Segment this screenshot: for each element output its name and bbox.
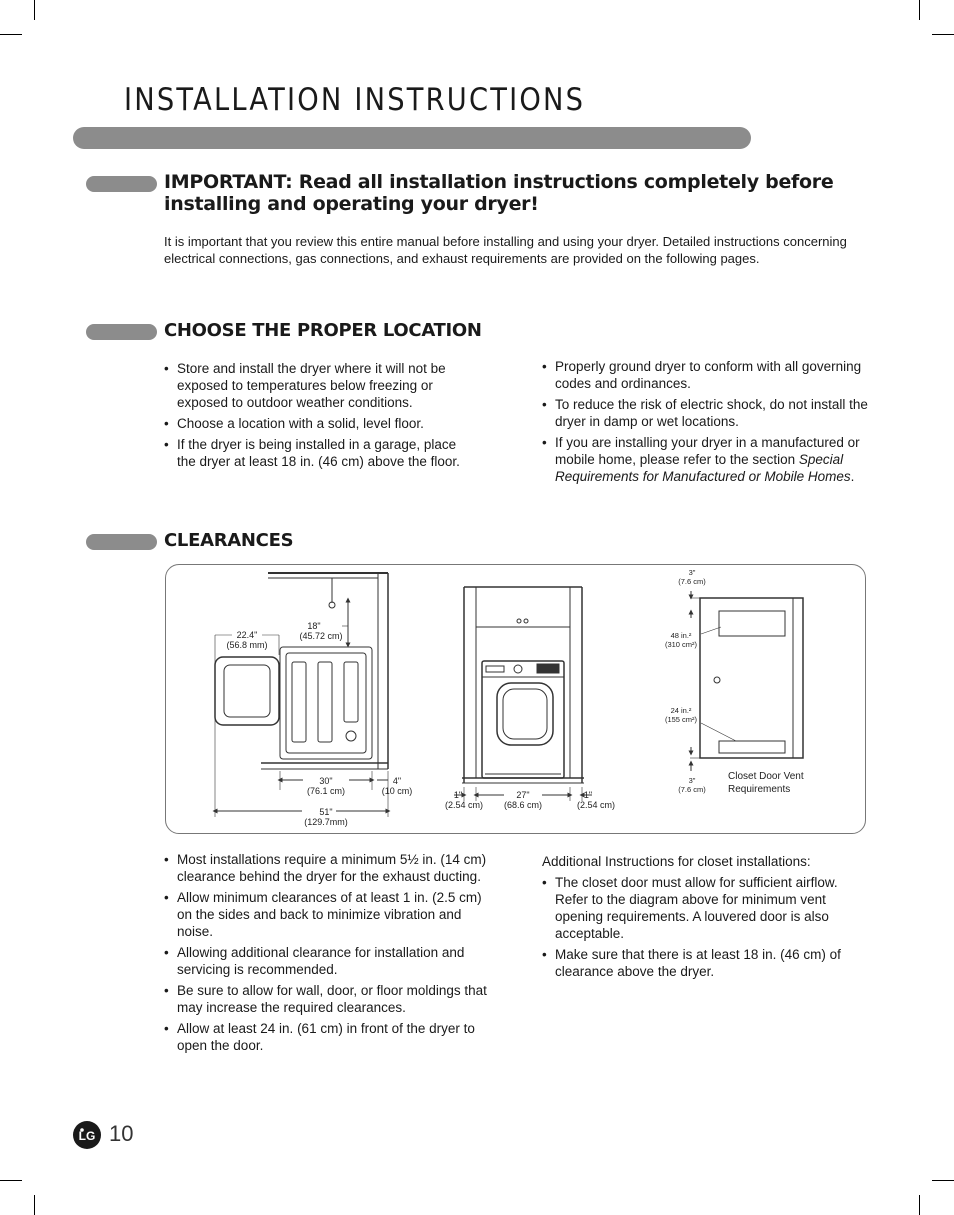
dim-51-label: 51" — [319, 807, 333, 817]
crop-mark — [919, 0, 920, 20]
dim-1-left-label: 1" — [453, 790, 463, 800]
clearances-left-list — [164, 851, 494, 1058]
list-item: • Allow minimum clearances of at least 1 in. (2.5 cm) on the sides and back to minimize vibration and noise. — [164, 889, 494, 940]
front-view — [454, 587, 592, 801]
list-item: • Allowing additional clearance for installation and servicing is recommended. — [164, 944, 494, 978]
dim-1-right-cm: (2.54 cm) — [576, 800, 616, 810]
vent-24-cm: (155 cm²) — [664, 715, 698, 724]
crop-mark — [0, 1180, 22, 1181]
caption-line2: Requirements — [728, 784, 791, 795]
section-reference: Special Requirements for Manufactured or Mobile Homes — [555, 452, 851, 484]
crop-mark — [932, 34, 954, 35]
clearances-heading: CLEARANCES — [164, 530, 294, 551]
list-item: • Be sure to allow for wall, door, or floor moldings that may increase the required clearances. — [164, 982, 494, 1016]
list-item: • Choose a location with a solid, level floor. — [164, 415, 474, 432]
location-right-list — [542, 358, 872, 489]
dim-18-cm: (45.72 cm) — [299, 631, 343, 641]
list-item: • To reduce the risk of electric shock, do not install the dryer in damp or wet locations. — [542, 396, 872, 430]
crop-mark — [0, 34, 22, 35]
list-item: • Properly ground dryer to conform with all governing codes and ordinances. — [542, 358, 872, 392]
list-item-text: If you are installing your dryer in a manufactured or mobile home, please refer to the section — [555, 435, 860, 467]
list-item — [542, 434, 872, 485]
list-item: • Make sure that there is at least 18 in. (46 cm) of clearance above the dryer. — [542, 946, 872, 980]
dim-4-cm: (10 cm) — [381, 786, 413, 796]
dim-3-top-cm: (7.6 cm) — [678, 577, 706, 586]
vent-48-cm: (310 cm²) — [664, 640, 698, 649]
list-item-end: . — [850, 469, 855, 484]
closet-door-caption — [728, 771, 804, 795]
lg-logo — [72, 1120, 102, 1155]
clearances-diagram — [165, 564, 866, 834]
dim-27-label: 27" — [516, 790, 530, 800]
caption-line1: Closet Door Vent — [728, 771, 804, 782]
important-heading-line1: IMPORTANT: Read all installation instructions completely before — [164, 171, 834, 193]
important-body: It is important that you review this entire manual before installing and using your dryer. Detailed instructions concerning electrical connections, gas connections, and exhaust requirements are provided on the following pages. — [164, 234, 847, 266]
list-item: • Most installations require a minimum 5½ in. (14 cm) clearance behind the dryer for the exhaust ducting. — [164, 851, 494, 885]
list-item: • The closet door must allow for sufficient airflow. Refer to the diagram above for minimum vent opening requirements. A louvered door is also acceptable. — [542, 874, 872, 942]
dim-27-cm: (68.6 cm) — [503, 800, 543, 810]
dim-3-bottom-cm: (7.6 cm) — [678, 785, 706, 794]
crop-mark — [932, 1180, 954, 1181]
dim-51-mm: (129.7mm) — [304, 817, 348, 827]
lg-logo-icon — [72, 1120, 102, 1150]
dim-4-label: 4" — [392, 776, 402, 786]
lg-logo-text: LG — [78, 1129, 96, 1143]
title-bar — [73, 127, 751, 149]
side-view-labels — [226, 621, 412, 827]
important-heading — [164, 171, 833, 215]
closet-door-view — [690, 591, 803, 771]
closet-intro: Additional Instructions for closet installations: — [542, 854, 811, 869]
clearances-right-list — [542, 874, 872, 984]
crop-mark — [34, 0, 35, 20]
list-item: • If the dryer is being installed in a garage, place the dryer at least 18 in. (46 cm) above the floor. — [164, 436, 474, 470]
list-item: • Store and install the dryer where it will not be exposed to temperatures below freezing or exposed to outdoor weather conditions. — [164, 360, 474, 411]
front-view-labels — [445, 790, 615, 810]
dim-30-label: 30" — [319, 776, 333, 786]
list-item: • Allow at least 24 in. (61 cm) in front of the dryer to open the door. — [164, 1020, 494, 1054]
dim-22-label: 22.4" — [236, 630, 258, 640]
dim-3-top-label: 3" — [688, 568, 696, 577]
dim-18-label: 18" — [307, 621, 321, 631]
dim-1-right-label: 1" — [583, 790, 593, 800]
side-view — [215, 573, 388, 817]
crop-mark — [34, 1195, 35, 1215]
page-number: 10 — [109, 1121, 134, 1146]
page-title: INSTALLATION INSTRUCTIONS — [124, 82, 586, 118]
important-heading-line2: installing and operating your dryer! — [164, 193, 539, 215]
dim-3-bottom-label: 3" — [688, 776, 696, 785]
clearances-diagram-svg — [166, 565, 867, 835]
dim-1-left-cm: (2.54 cm) — [444, 800, 484, 810]
location-left-list — [164, 360, 474, 474]
dim-22-mm: (56.8 mm) — [226, 640, 268, 650]
vent-24-label: 24 in.² — [670, 706, 692, 715]
section-marker — [86, 176, 157, 192]
crop-mark — [919, 1195, 920, 1215]
dim-30-cm: (76.1 cm) — [306, 786, 346, 796]
location-heading: CHOOSE THE PROPER LOCATION — [164, 320, 482, 341]
vent-48-label: 48 in.² — [670, 631, 692, 640]
section-marker — [86, 534, 157, 550]
section-marker — [86, 324, 157, 340]
